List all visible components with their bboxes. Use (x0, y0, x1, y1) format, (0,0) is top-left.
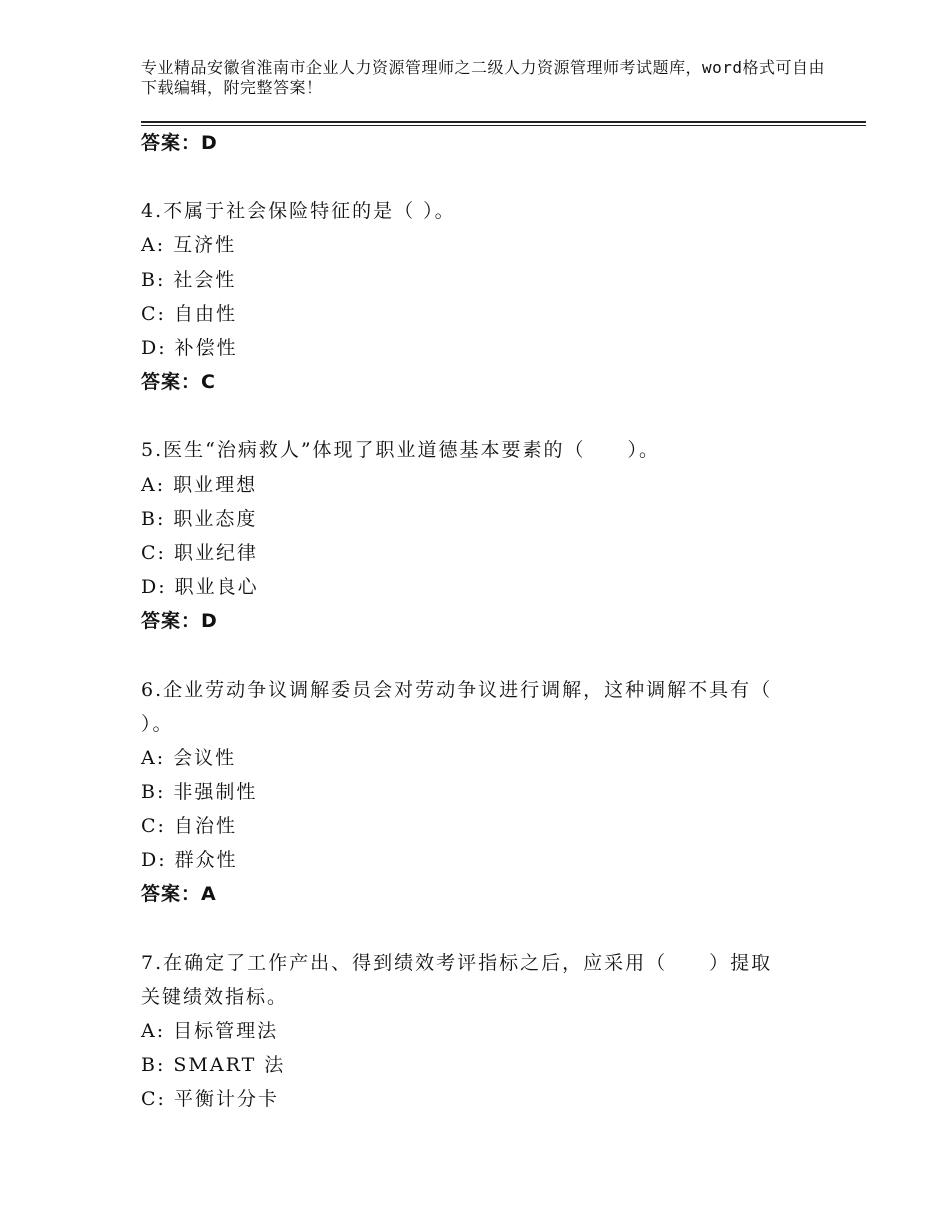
option-a: A: 会议性 (141, 747, 237, 769)
answer-line: 答案：D (141, 132, 218, 154)
option-c: C: 平衡计分卡 (141, 1088, 279, 1110)
answer-line: 答案：A (141, 883, 217, 905)
option-c: C: 自治性 (141, 815, 237, 837)
answer-line: 答案：D (141, 610, 218, 632)
question-stem: 4.不属于社会保险特征的是（ ）。 (141, 200, 456, 222)
document-header: 专业精品安徽省淮南市企业人力资源管理师之二级人力资源管理师考试题库，word格式可自由下载编辑，附完整答案！ (141, 58, 826, 97)
option-a: A: 目标管理法 (141, 1020, 279, 1042)
option-b: B: SMART 法 (141, 1054, 286, 1076)
option-c: C: 自由性 (141, 303, 237, 325)
option-a: A: 互济性 (141, 234, 237, 256)
option-d: D: 群众性 (141, 849, 238, 871)
option-d: D: 职业良心 (141, 576, 259, 598)
option-c: C: 职业纪律 (141, 542, 258, 564)
question-stem: 7.在确定了工作产出、得到绩效考评指标之后，应采用（ ）提取 (141, 952, 773, 974)
header-rule-thin (141, 125, 866, 126)
question-stem-continued: 关键绩效指标。 (141, 986, 289, 1008)
option-b: B: 职业态度 (141, 508, 258, 530)
option-b: B: 非强制性 (141, 781, 258, 803)
option-a: A: 职业理想 (141, 474, 258, 496)
question-stem-continued: ）。 (141, 713, 174, 735)
header-rule-thick (141, 121, 866, 123)
option-b: B: 社会性 (141, 269, 237, 291)
answer-line: 答案：C (141, 371, 216, 393)
question-stem: 5.医生“治病救人”体现了职业道德基本要素的（ ）。 (141, 439, 661, 461)
option-d: D: 补偿性 (141, 337, 238, 359)
question-stem: 6.企业劳动争议调解委员会对劳动争议进行调解，这种调解不具有（ (141, 679, 773, 701)
